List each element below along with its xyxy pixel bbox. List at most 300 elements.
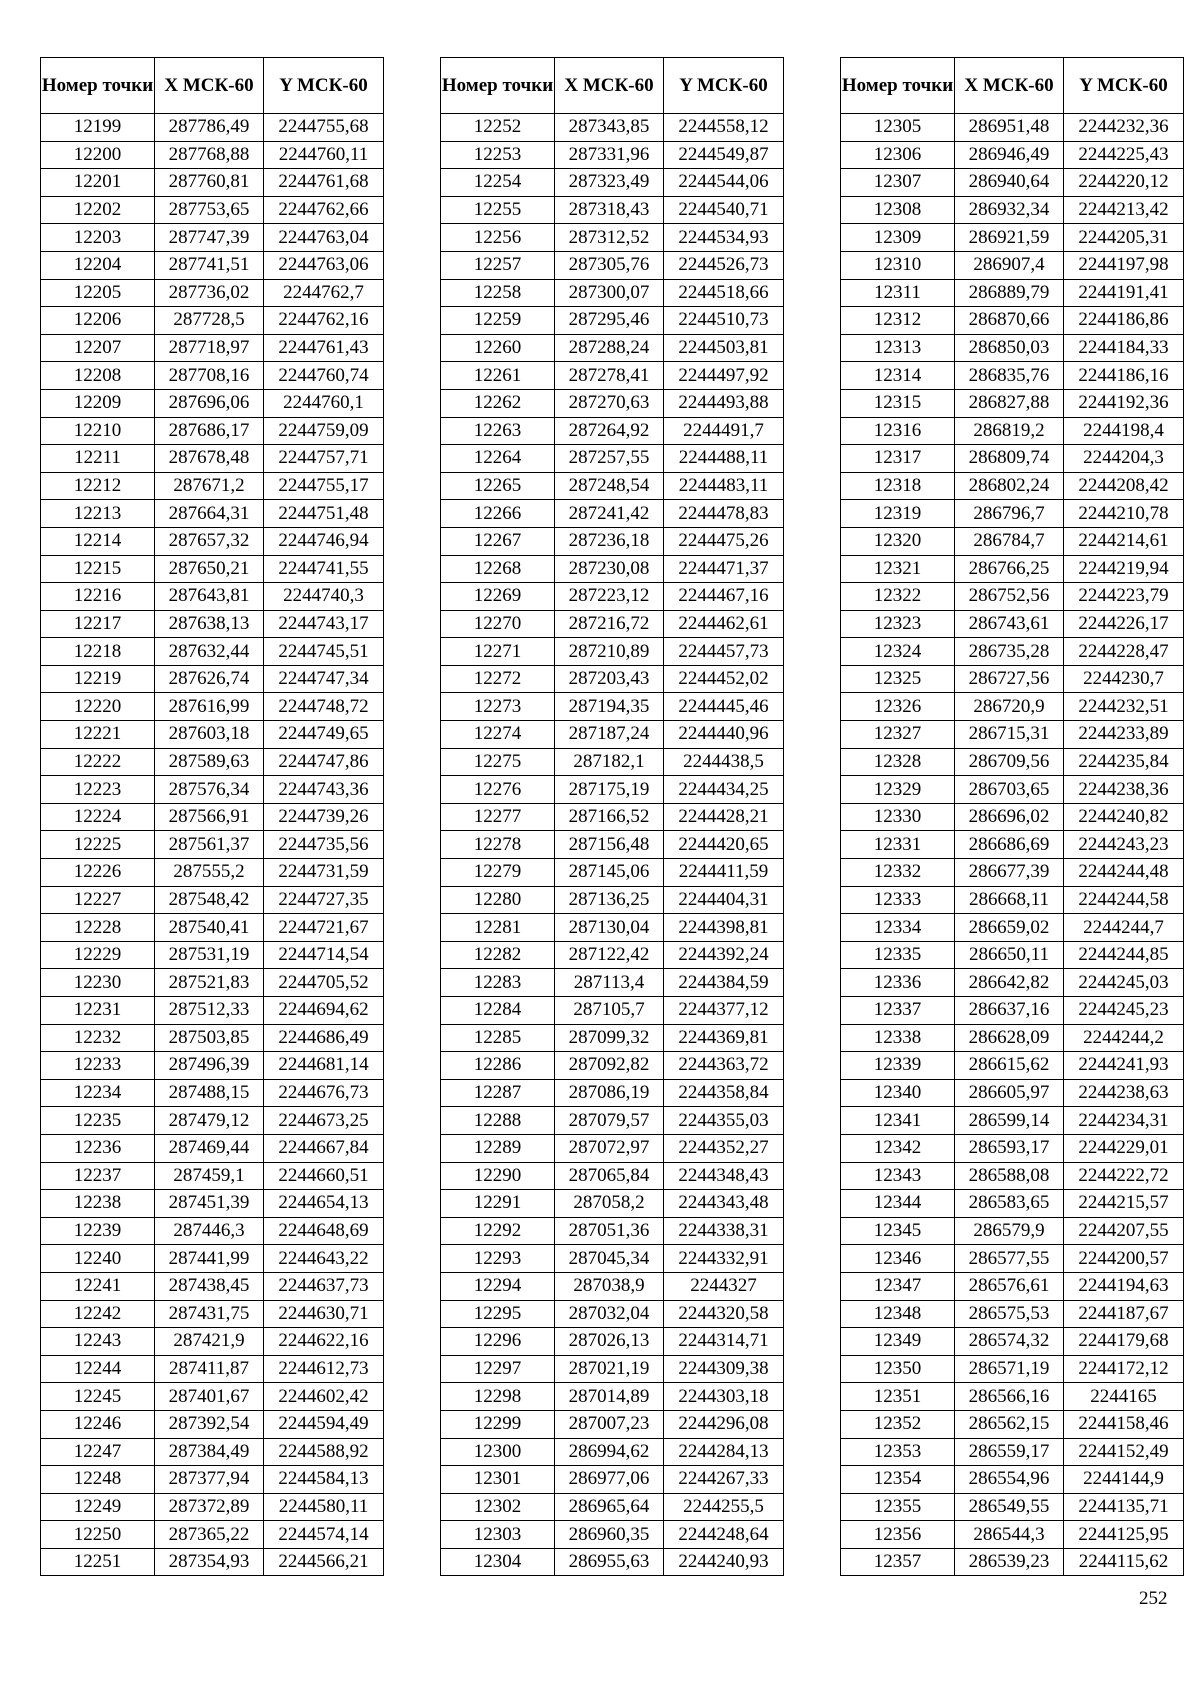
y-coordinate-cell: 2244471,37 xyxy=(664,555,784,583)
y-coordinate-cell: 2244518,66 xyxy=(664,279,784,307)
y-coordinate-cell: 2244303,18 xyxy=(664,1383,784,1411)
y-coordinate-cell: 2244467,16 xyxy=(664,583,784,611)
x-coordinate-cell: 286559,17 xyxy=(955,1438,1064,1466)
y-coordinate-cell: 2244491,7 xyxy=(664,417,784,445)
point-number-cell: 12342 xyxy=(841,1134,955,1162)
y-coordinate-cell: 2244755,17 xyxy=(264,472,384,500)
table-row xyxy=(841,279,1184,307)
x-coordinate-cell: 287438,45 xyxy=(155,1272,264,1300)
y-coordinate-cell: 2244244,2 xyxy=(1064,1024,1184,1052)
point-number-cell: 12300 xyxy=(441,1438,555,1466)
x-coordinate-cell: 287603,18 xyxy=(155,721,264,749)
x-coordinate-cell: 287555,2 xyxy=(155,859,264,887)
table-row xyxy=(441,555,784,583)
y-coordinate-cell: 2244244,48 xyxy=(1064,859,1184,887)
x-coordinate-cell: 287548,42 xyxy=(155,886,264,914)
x-coordinate-cell: 287479,12 xyxy=(155,1107,264,1135)
header-point-number: Номер точки xyxy=(441,58,555,114)
table-row xyxy=(41,610,384,638)
point-number-cell: 12263 xyxy=(441,417,555,445)
point-number-cell: 12272 xyxy=(441,665,555,693)
point-number-cell: 12220 xyxy=(41,693,155,721)
table-row xyxy=(841,251,1184,279)
x-coordinate-cell: 287459,1 xyxy=(155,1162,264,1190)
y-coordinate-cell: 2244588,92 xyxy=(264,1438,384,1466)
y-coordinate-cell: 2244219,94 xyxy=(1064,555,1184,583)
point-number-cell: 12297 xyxy=(441,1355,555,1383)
table-row xyxy=(841,307,1184,335)
table-row xyxy=(441,1521,784,1549)
point-number-cell: 12275 xyxy=(441,748,555,776)
table-row xyxy=(841,1493,1184,1521)
table-row xyxy=(41,1052,384,1080)
y-coordinate-cell: 2244226,17 xyxy=(1064,610,1184,638)
point-number-cell: 12291 xyxy=(441,1190,555,1218)
point-number-cell: 12264 xyxy=(441,445,555,473)
y-coordinate-cell: 2244457,73 xyxy=(664,638,784,666)
x-coordinate-cell: 286994,62 xyxy=(555,1438,664,1466)
y-coordinate-cell: 2244731,59 xyxy=(264,859,384,887)
y-coordinate-cell: 2244681,14 xyxy=(264,1052,384,1080)
point-number-cell: 12295 xyxy=(441,1300,555,1328)
point-number-cell: 12203 xyxy=(41,224,155,252)
x-coordinate-cell: 287503,85 xyxy=(155,1024,264,1052)
y-coordinate-cell: 2244200,57 xyxy=(1064,1245,1184,1273)
point-number-cell: 12246 xyxy=(41,1410,155,1438)
point-number-cell: 12215 xyxy=(41,555,155,583)
y-coordinate-cell: 2244348,43 xyxy=(664,1162,784,1190)
x-coordinate-cell: 286659,02 xyxy=(955,914,1064,942)
point-number-cell: 12341 xyxy=(841,1107,955,1135)
point-number-cell: 12253 xyxy=(441,141,555,169)
y-coordinate-cell: 2244574,14 xyxy=(264,1521,384,1549)
table-row xyxy=(41,1162,384,1190)
y-coordinate-cell: 2244428,21 xyxy=(664,803,784,831)
y-coordinate-cell: 2244602,42 xyxy=(264,1383,384,1411)
point-number-cell: 12327 xyxy=(841,721,955,749)
y-coordinate-cell: 2244667,84 xyxy=(264,1134,384,1162)
point-number-cell: 12262 xyxy=(441,389,555,417)
table-row xyxy=(441,997,784,1025)
y-coordinate-cell: 2244654,13 xyxy=(264,1190,384,1218)
y-coordinate-cell: 2244404,31 xyxy=(664,886,784,914)
x-coordinate-cell: 287589,63 xyxy=(155,748,264,776)
y-coordinate-cell: 2244377,12 xyxy=(664,997,784,1025)
x-coordinate-cell: 287318,43 xyxy=(555,196,664,224)
point-number-cell: 12317 xyxy=(841,445,955,473)
x-coordinate-cell: 287072,97 xyxy=(555,1134,664,1162)
point-number-cell: 12205 xyxy=(41,279,155,307)
x-coordinate-cell: 287194,35 xyxy=(555,693,664,721)
x-coordinate-cell: 287223,12 xyxy=(555,583,664,611)
point-number-cell: 12357 xyxy=(841,1548,955,1576)
table-row xyxy=(441,389,784,417)
point-number-cell: 12281 xyxy=(441,914,555,942)
y-coordinate-cell: 2244241,93 xyxy=(1064,1052,1184,1080)
point-number-cell: 12277 xyxy=(441,803,555,831)
table-row xyxy=(841,941,1184,969)
x-coordinate-cell: 286907,4 xyxy=(955,251,1064,279)
x-coordinate-cell: 286870,66 xyxy=(955,307,1064,335)
y-coordinate-cell: 2244352,27 xyxy=(664,1134,784,1162)
y-coordinate-cell: 2244760,1 xyxy=(264,389,384,417)
point-number-cell: 12354 xyxy=(841,1466,955,1494)
point-number-cell: 12353 xyxy=(841,1438,955,1466)
x-coordinate-cell: 286544,3 xyxy=(955,1521,1064,1549)
y-coordinate-cell: 2244296,08 xyxy=(664,1410,784,1438)
header-point-number: Номер точки xyxy=(841,58,955,114)
point-number-cell: 12217 xyxy=(41,610,155,638)
table-row xyxy=(41,1245,384,1273)
x-coordinate-cell: 286605,97 xyxy=(955,1079,1064,1107)
table-row xyxy=(41,1217,384,1245)
table-row xyxy=(441,527,784,555)
table-row xyxy=(841,693,1184,721)
x-coordinate-cell: 286766,25 xyxy=(955,555,1064,583)
table-row xyxy=(41,665,384,693)
table-row xyxy=(841,334,1184,362)
point-number-cell: 12207 xyxy=(41,334,155,362)
x-coordinate-cell: 287264,92 xyxy=(555,417,664,445)
y-coordinate-cell: 2244238,36 xyxy=(1064,776,1184,804)
point-number-cell: 12324 xyxy=(841,638,955,666)
x-coordinate-cell: 287187,24 xyxy=(555,721,664,749)
x-coordinate-cell: 287521,83 xyxy=(155,969,264,997)
point-number-cell: 12298 xyxy=(441,1383,555,1411)
table-row xyxy=(41,527,384,555)
x-coordinate-cell: 287166,52 xyxy=(555,803,664,831)
table-row xyxy=(41,1438,384,1466)
x-coordinate-cell: 287278,41 xyxy=(555,362,664,390)
y-coordinate-cell: 2244135,71 xyxy=(1064,1493,1184,1521)
y-coordinate-cell: 2244320,58 xyxy=(664,1300,784,1328)
y-coordinate-cell: 2244762,7 xyxy=(264,279,384,307)
y-coordinate-cell: 2244245,03 xyxy=(1064,969,1184,997)
point-number-cell: 12213 xyxy=(41,500,155,528)
x-coordinate-cell: 287007,23 xyxy=(555,1410,664,1438)
y-coordinate-cell: 2244248,64 xyxy=(664,1521,784,1549)
table-row xyxy=(41,1466,384,1494)
y-coordinate-cell: 2244475,26 xyxy=(664,527,784,555)
table-row xyxy=(41,1272,384,1300)
table-row xyxy=(841,1052,1184,1080)
x-coordinate-cell: 286784,7 xyxy=(955,527,1064,555)
x-coordinate-cell: 287210,89 xyxy=(555,638,664,666)
x-coordinate-cell: 287300,07 xyxy=(555,279,664,307)
table-row xyxy=(841,997,1184,1025)
x-coordinate-cell: 286554,96 xyxy=(955,1466,1064,1494)
point-number-cell: 12233 xyxy=(41,1052,155,1080)
table-row xyxy=(41,721,384,749)
x-coordinate-cell: 287230,08 xyxy=(555,555,664,583)
table-row xyxy=(41,141,384,169)
table-row xyxy=(441,169,784,197)
y-coordinate-cell: 2244544,06 xyxy=(664,169,784,197)
point-number-cell: 12282 xyxy=(441,941,555,969)
table-row xyxy=(441,251,784,279)
table-row xyxy=(441,114,784,142)
x-coordinate-cell: 287431,75 xyxy=(155,1300,264,1328)
table-row xyxy=(841,1190,1184,1218)
y-coordinate-cell: 2244462,61 xyxy=(664,610,784,638)
point-number-cell: 12343 xyxy=(841,1162,955,1190)
table-row xyxy=(41,583,384,611)
y-coordinate-cell: 2244622,16 xyxy=(264,1328,384,1356)
point-number-cell: 12326 xyxy=(841,693,955,721)
point-number-cell: 12227 xyxy=(41,886,155,914)
point-number-cell: 12350 xyxy=(841,1355,955,1383)
x-coordinate-cell: 287113,4 xyxy=(555,969,664,997)
y-coordinate-cell: 2244244,58 xyxy=(1064,886,1184,914)
point-number-cell: 12240 xyxy=(41,1245,155,1273)
y-coordinate-cell: 2244762,16 xyxy=(264,307,384,335)
point-number-cell: 12225 xyxy=(41,831,155,859)
y-coordinate-cell: 2244714,54 xyxy=(264,941,384,969)
y-coordinate-cell: 2244232,36 xyxy=(1064,114,1184,142)
point-number-cell: 12289 xyxy=(441,1134,555,1162)
x-coordinate-cell: 286539,23 xyxy=(955,1548,1064,1576)
y-coordinate-cell: 2244228,47 xyxy=(1064,638,1184,666)
table-row xyxy=(41,1493,384,1521)
y-coordinate-cell: 2244760,11 xyxy=(264,141,384,169)
table-row xyxy=(441,500,784,528)
table-row xyxy=(441,583,784,611)
point-number-cell: 12212 xyxy=(41,472,155,500)
point-number-cell: 12348 xyxy=(841,1300,955,1328)
y-coordinate-cell: 2244420,65 xyxy=(664,831,784,859)
table-row xyxy=(41,914,384,942)
y-coordinate-cell: 2244314,71 xyxy=(664,1328,784,1356)
point-number-cell: 12235 xyxy=(41,1107,155,1135)
x-coordinate-cell: 287671,2 xyxy=(155,472,264,500)
point-number-cell: 12322 xyxy=(841,583,955,611)
table-row xyxy=(41,1300,384,1328)
x-coordinate-cell: 287086,19 xyxy=(555,1079,664,1107)
x-coordinate-cell: 287216,72 xyxy=(555,610,664,638)
table-row xyxy=(41,334,384,362)
point-number-cell: 12243 xyxy=(41,1328,155,1356)
point-number-cell: 12267 xyxy=(441,527,555,555)
point-number-cell: 12274 xyxy=(441,721,555,749)
x-coordinate-cell: 286628,09 xyxy=(955,1024,1064,1052)
table-row xyxy=(841,748,1184,776)
point-number-cell: 12249 xyxy=(41,1493,155,1521)
point-number-cell: 12223 xyxy=(41,776,155,804)
table-row xyxy=(441,445,784,473)
point-number-cell: 12260 xyxy=(441,334,555,362)
y-coordinate-cell: 2244594,49 xyxy=(264,1410,384,1438)
table-row xyxy=(41,1134,384,1162)
y-coordinate-cell: 2244411,59 xyxy=(664,859,784,887)
y-coordinate-cell: 2244191,41 xyxy=(1064,279,1184,307)
y-coordinate-cell: 2244761,68 xyxy=(264,169,384,197)
y-coordinate-cell: 2244338,31 xyxy=(664,1217,784,1245)
x-coordinate-cell: 287657,32 xyxy=(155,527,264,555)
x-coordinate-cell: 287270,63 xyxy=(555,389,664,417)
y-coordinate-cell: 2244197,98 xyxy=(1064,251,1184,279)
table-row xyxy=(41,1548,384,1576)
point-number-cell: 12280 xyxy=(441,886,555,914)
point-number-cell: 12271 xyxy=(441,638,555,666)
x-coordinate-cell: 286703,65 xyxy=(955,776,1064,804)
x-coordinate-cell: 287145,06 xyxy=(555,859,664,887)
x-coordinate-cell: 287156,48 xyxy=(555,831,664,859)
point-number-cell: 12200 xyxy=(41,141,155,169)
x-coordinate-cell: 286686,69 xyxy=(955,831,1064,859)
x-coordinate-cell: 286677,39 xyxy=(955,859,1064,887)
x-coordinate-cell: 286575,53 xyxy=(955,1300,1064,1328)
x-coordinate-cell: 286642,82 xyxy=(955,969,1064,997)
table-row xyxy=(41,859,384,887)
table-row xyxy=(441,1107,784,1135)
x-coordinate-cell: 287331,96 xyxy=(555,141,664,169)
y-coordinate-cell: 2244452,02 xyxy=(664,665,784,693)
x-coordinate-cell: 286583,65 xyxy=(955,1190,1064,1218)
point-number-cell: 12211 xyxy=(41,445,155,473)
point-number-cell: 12339 xyxy=(841,1052,955,1080)
table-row xyxy=(41,1521,384,1549)
x-coordinate-cell: 287079,57 xyxy=(555,1107,664,1135)
y-coordinate-cell: 2244434,25 xyxy=(664,776,784,804)
table-row xyxy=(41,693,384,721)
point-number-cell: 12338 xyxy=(841,1024,955,1052)
table-row xyxy=(841,859,1184,887)
point-number-cell: 12292 xyxy=(441,1217,555,1245)
x-coordinate-cell: 287736,02 xyxy=(155,279,264,307)
x-coordinate-cell: 287065,84 xyxy=(555,1162,664,1190)
page-number: 252 xyxy=(1139,1588,1168,1609)
point-number-cell: 12319 xyxy=(841,500,955,528)
point-number-cell: 12258 xyxy=(441,279,555,307)
table-row xyxy=(841,610,1184,638)
point-number-cell: 12286 xyxy=(441,1052,555,1080)
y-coordinate-cell: 2244660,51 xyxy=(264,1162,384,1190)
x-coordinate-cell: 287038,9 xyxy=(555,1272,664,1300)
y-coordinate-cell: 2244748,72 xyxy=(264,693,384,721)
table-row xyxy=(441,307,784,335)
table-row xyxy=(841,886,1184,914)
table-row xyxy=(441,334,784,362)
point-number-cell: 12232 xyxy=(41,1024,155,1052)
point-number-cell: 12309 xyxy=(841,224,955,252)
y-coordinate-cell: 2244238,63 xyxy=(1064,1079,1184,1107)
x-coordinate-cell: 287650,21 xyxy=(155,555,264,583)
y-coordinate-cell: 2244745,51 xyxy=(264,638,384,666)
x-coordinate-cell: 287576,34 xyxy=(155,776,264,804)
point-number-cell: 12244 xyxy=(41,1355,155,1383)
x-coordinate-cell: 286637,16 xyxy=(955,997,1064,1025)
x-coordinate-cell: 287099,32 xyxy=(555,1024,664,1052)
table-row xyxy=(441,1493,784,1521)
x-coordinate-cell: 287561,37 xyxy=(155,831,264,859)
y-coordinate-cell: 2244746,94 xyxy=(264,527,384,555)
point-number-cell: 12208 xyxy=(41,362,155,390)
x-coordinate-cell: 287175,19 xyxy=(555,776,664,804)
x-coordinate-cell: 286835,76 xyxy=(955,362,1064,390)
table-row xyxy=(841,721,1184,749)
y-coordinate-cell: 2244637,73 xyxy=(264,1272,384,1300)
x-coordinate-cell: 287446,3 xyxy=(155,1217,264,1245)
point-number-cell: 12230 xyxy=(41,969,155,997)
point-number-cell: 12216 xyxy=(41,583,155,611)
table-row xyxy=(841,1383,1184,1411)
point-number-cell: 12351 xyxy=(841,1383,955,1411)
point-number-cell: 12334 xyxy=(841,914,955,942)
y-coordinate-cell: 2244363,72 xyxy=(664,1052,784,1080)
table-row xyxy=(841,803,1184,831)
table-row xyxy=(841,914,1184,942)
y-coordinate-cell: 2244735,56 xyxy=(264,831,384,859)
y-coordinate-cell: 2244497,92 xyxy=(664,362,784,390)
table-row xyxy=(41,831,384,859)
y-coordinate-cell: 2244398,81 xyxy=(664,914,784,942)
x-coordinate-cell: 287203,43 xyxy=(555,665,664,693)
table-row xyxy=(441,1245,784,1273)
header-x-coordinate: X МСК-60 xyxy=(155,58,264,114)
y-coordinate-cell: 2244343,48 xyxy=(664,1190,784,1218)
table-row xyxy=(41,417,384,445)
point-number-cell: 12251 xyxy=(41,1548,155,1576)
x-coordinate-cell: 287638,13 xyxy=(155,610,264,638)
y-coordinate-cell: 2244234,31 xyxy=(1064,1107,1184,1135)
table-row xyxy=(841,1548,1184,1576)
point-number-cell: 12254 xyxy=(441,169,555,197)
x-coordinate-cell: 287122,42 xyxy=(555,941,664,969)
y-coordinate-cell: 2244205,31 xyxy=(1064,224,1184,252)
table-row xyxy=(441,1272,784,1300)
table-row xyxy=(841,776,1184,804)
y-coordinate-cell: 2244184,33 xyxy=(1064,334,1184,362)
table-row xyxy=(41,638,384,666)
point-number-cell: 12356 xyxy=(841,1521,955,1549)
coordinates-table-1 xyxy=(40,57,384,1576)
table-row xyxy=(41,251,384,279)
table-row xyxy=(441,1466,784,1494)
point-number-cell: 12231 xyxy=(41,997,155,1025)
table-row xyxy=(841,417,1184,445)
x-coordinate-cell: 287768,88 xyxy=(155,141,264,169)
table-row xyxy=(441,279,784,307)
x-coordinate-cell: 287257,55 xyxy=(555,445,664,473)
table-row xyxy=(441,141,784,169)
y-coordinate-cell: 2244225,43 xyxy=(1064,141,1184,169)
point-number-cell: 12283 xyxy=(441,969,555,997)
x-coordinate-cell: 287130,04 xyxy=(555,914,664,942)
x-coordinate-cell: 286576,61 xyxy=(955,1272,1064,1300)
point-number-cell: 12221 xyxy=(41,721,155,749)
x-coordinate-cell: 286577,55 xyxy=(955,1245,1064,1273)
x-coordinate-cell: 287295,46 xyxy=(555,307,664,335)
point-number-cell: 12269 xyxy=(441,583,555,611)
x-coordinate-cell: 287488,15 xyxy=(155,1079,264,1107)
y-coordinate-cell: 2244676,73 xyxy=(264,1079,384,1107)
x-coordinate-cell: 287512,33 xyxy=(155,997,264,1025)
table-row xyxy=(441,1052,784,1080)
x-coordinate-cell: 287531,19 xyxy=(155,941,264,969)
y-coordinate-cell: 2244743,17 xyxy=(264,610,384,638)
y-coordinate-cell: 2244220,12 xyxy=(1064,169,1184,197)
y-coordinate-cell: 2244673,25 xyxy=(264,1107,384,1135)
x-coordinate-cell: 286951,48 xyxy=(955,114,1064,142)
y-coordinate-cell: 2244438,5 xyxy=(664,748,784,776)
y-coordinate-cell: 2244488,11 xyxy=(664,445,784,473)
table-row xyxy=(41,1190,384,1218)
point-number-cell: 12250 xyxy=(41,1521,155,1549)
table-row xyxy=(841,1162,1184,1190)
y-coordinate-cell: 2244760,74 xyxy=(264,362,384,390)
point-number-cell: 12332 xyxy=(841,859,955,887)
point-number-cell: 12257 xyxy=(441,251,555,279)
